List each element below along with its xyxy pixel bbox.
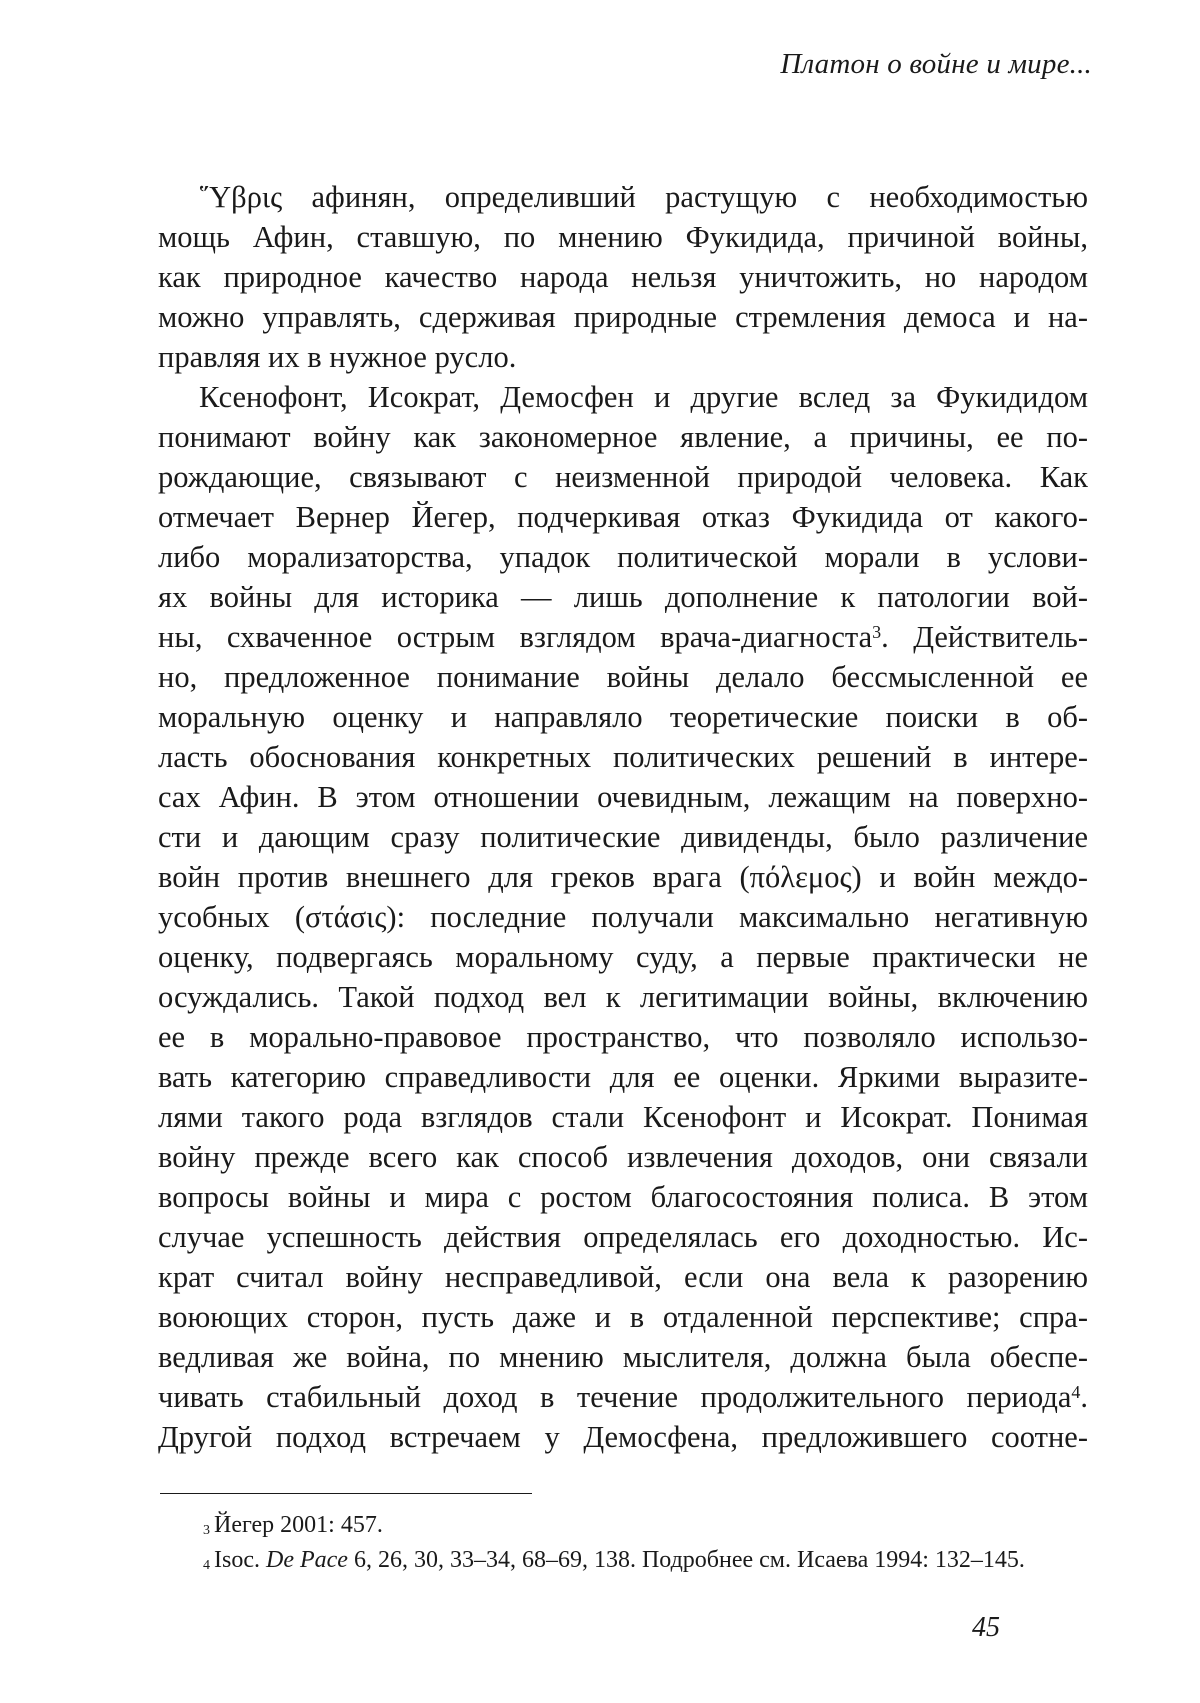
text-line: лями такого рода взглядов стали Ксенофонт и Исократ. Понимая	[158, 1100, 1088, 1134]
text-line-part: . Действитель-	[881, 620, 1088, 654]
text-line: отмечает Вернер Йегер, подчеркивая отказ Фукидида от какого-	[158, 500, 1088, 534]
text-line: воюющих сторон, пусть даже и в отдаленной перспективе; спра-	[158, 1300, 1088, 1334]
text-line: Другой подход встречаем у Демосфена, предложившего соотне-	[158, 1420, 1088, 1454]
text-line: осуждались. Такой подход вел к легитимации войны, включению	[158, 980, 1088, 1014]
text-line: сах Афин. В этом отношении очевидным, лежащим на поверхно-	[158, 780, 1088, 814]
text-line: ῞Υβρις афинян, определивший растущую с необходимостью	[199, 180, 1088, 214]
text-line: ях войны для историка — лишь дополнение к патологии вой-	[158, 580, 1088, 614]
footnote-marker: 3	[203, 1523, 210, 1538]
text-line: но, предложенное понимание войны делало бессмысленной ее	[158, 660, 1088, 694]
text-line	[158, 1377, 1088, 1417]
text-line: можно управлять, сдерживая природные стремления демоса и на-	[158, 300, 1088, 334]
footnote-work-title: De Pace	[265, 1547, 348, 1573]
footnote-3	[203, 1508, 1025, 1543]
text-line: правляя их в нужное русло.	[158, 340, 517, 374]
footnote-divider	[160, 1493, 532, 1494]
text-line: ласть обоснования конкретных политических решений в интере-	[158, 740, 1088, 774]
footnote-4	[203, 1543, 1025, 1578]
text-line: случае успешность действия определялась его доходностью. Ис-	[158, 1220, 1088, 1254]
text-line: понимают войну как закономерное явление, а причины, ее по-	[158, 420, 1088, 454]
text-line: либо морализаторства, упадок политической морали в услови-	[158, 540, 1088, 574]
footnote-text: 6, 26, 30, 33–34, 68–69, 138. Подробнее см. Исаева 1994: 132–145.	[347, 1547, 1025, 1573]
footnote-marker: 4	[203, 1558, 210, 1573]
footnote-text: Йегер 2001: 457.	[214, 1512, 383, 1538]
text-line: моральную оценку и направляло теоретические поиски в об-	[158, 700, 1088, 734]
text-line: ее в морально-правовое пространство, что позволяло использо-	[158, 1020, 1088, 1054]
footnote-ref-3[interactable]: 3	[872, 622, 882, 642]
footnote-text: Isoc.	[214, 1547, 266, 1573]
text-line-part: чивать стабильный доход в течение продолжительного периода	[158, 1380, 1072, 1414]
page-number: 45	[972, 1612, 1000, 1643]
text-line: усобных (στάσις): последние получали максимально негативную	[158, 900, 1088, 934]
text-line: сти и дающим сразу политические дивиденды, было различение	[158, 820, 1088, 854]
text-line: крат считал войну несправедливой, если она вела к разорению	[158, 1260, 1088, 1294]
text-line: мощь Афин, ставшую, по мнению Фукидида, причиной войны,	[158, 220, 1088, 254]
text-line-part: .	[1080, 1380, 1088, 1414]
text-line: ведливая же война, по мнению мыслителя, должна была обеспе-	[158, 1340, 1088, 1374]
footnotes	[203, 1508, 1025, 1578]
text-line: вать категорию справедливости для ее оценки. Яркими выразите-	[158, 1060, 1088, 1094]
text-line: рождающие, связывают с неизменной природой человека. Как	[158, 460, 1088, 494]
body-text	[158, 177, 1088, 1457]
footnote-ref-4[interactable]: 4	[1071, 1382, 1081, 1402]
text-line: Ксенофонт, Исократ, Демосфен и другие вслед за Фукидидом	[199, 380, 1088, 414]
running-title: Платон о войне и мире...	[780, 48, 1092, 80]
text-line	[158, 617, 1088, 657]
text-line: оценку, подвергаясь моральному суду, а первые практически не	[158, 940, 1088, 974]
text-line: как природное качество народа нельзя уничтожить, но народом	[158, 260, 1088, 294]
text-line-part: ны, схваченное острым взглядом врача-диагноста	[158, 620, 873, 654]
text-line: вопросы войны и мира с ростом благосостояния полиса. В этом	[158, 1180, 1088, 1214]
text-line: войн против внешнего для греков врага (πόλεμος) и войн междо-	[158, 860, 1088, 894]
text-line: войну прежде всего как способ извлечения доходов, они связали	[158, 1140, 1088, 1174]
